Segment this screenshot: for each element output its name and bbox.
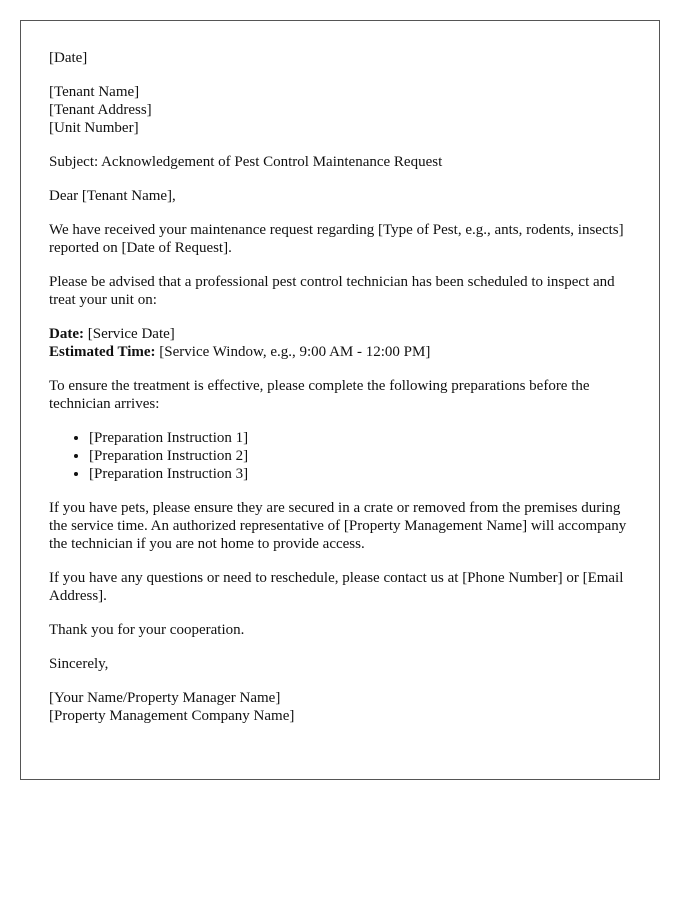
- schedule-time-label: Estimated Time:: [49, 344, 156, 360]
- list-item: • [Preparation Instruction 1]: [89, 429, 631, 447]
- signature-company: [Property Management Company Name]: [49, 708, 295, 724]
- paragraph-pets: If you have pets, please ensure they are secured in a crate or removed from the premises during the service time. An authorized representative of [Property Management Name] will accompany the technician if you are not home to provide access.: [49, 500, 627, 552]
- paragraph-request-received: We have received your maintenance request regarding [Type of Pest, e.g., ants, rodents, insects] reported on [Date of Request].: [49, 222, 624, 256]
- recipient-block: [49, 83, 631, 137]
- signature-name: [Your Name/Property Manager Name]: [49, 690, 281, 706]
- recipient-address: [Tenant Address]: [49, 102, 152, 118]
- preparation-list: [49, 429, 631, 483]
- paragraph-contact: If you have any questions or need to reschedule, please contact us at [Phone Number] or [Email Address].: [49, 570, 624, 604]
- paragraph-technician-scheduled: Please be advised that a professional pest control technician has been scheduled to inspect and treat your unit on:: [49, 274, 615, 308]
- recipient-unit: [Unit Number]: [49, 120, 139, 136]
- schedule-time-line: [49, 343, 631, 361]
- schedule-block: [49, 325, 631, 361]
- schedule-date-label: Date:: [49, 326, 84, 342]
- letter-date: [Date]: [49, 50, 88, 66]
- letter-thanks: Thank you for your cooperation.: [49, 622, 245, 638]
- letter-closing: Sincerely,: [49, 656, 109, 672]
- letter-page: [20, 20, 660, 780]
- paragraph-preparations: To ensure the treatment is effective, please complete the following preparations before the technician arrives:: [49, 378, 590, 412]
- list-item: • [Preparation Instruction 3]: [89, 465, 631, 483]
- recipient-name: [Tenant Name]: [49, 84, 140, 100]
- signature-block: [49, 689, 631, 725]
- letter-salutation: Dear [Tenant Name],: [49, 188, 176, 204]
- schedule-date-value: [Service Date]: [83, 326, 175, 342]
- list-item: • [Preparation Instruction 2]: [89, 447, 631, 465]
- schedule-time-value: [Service Window, e.g., 9:00 AM - 12:00 PM]: [155, 344, 431, 360]
- schedule-date-line: [49, 325, 631, 343]
- letter-subject: Subject: Acknowledgement of Pest Control Maintenance Request: [49, 154, 443, 170]
